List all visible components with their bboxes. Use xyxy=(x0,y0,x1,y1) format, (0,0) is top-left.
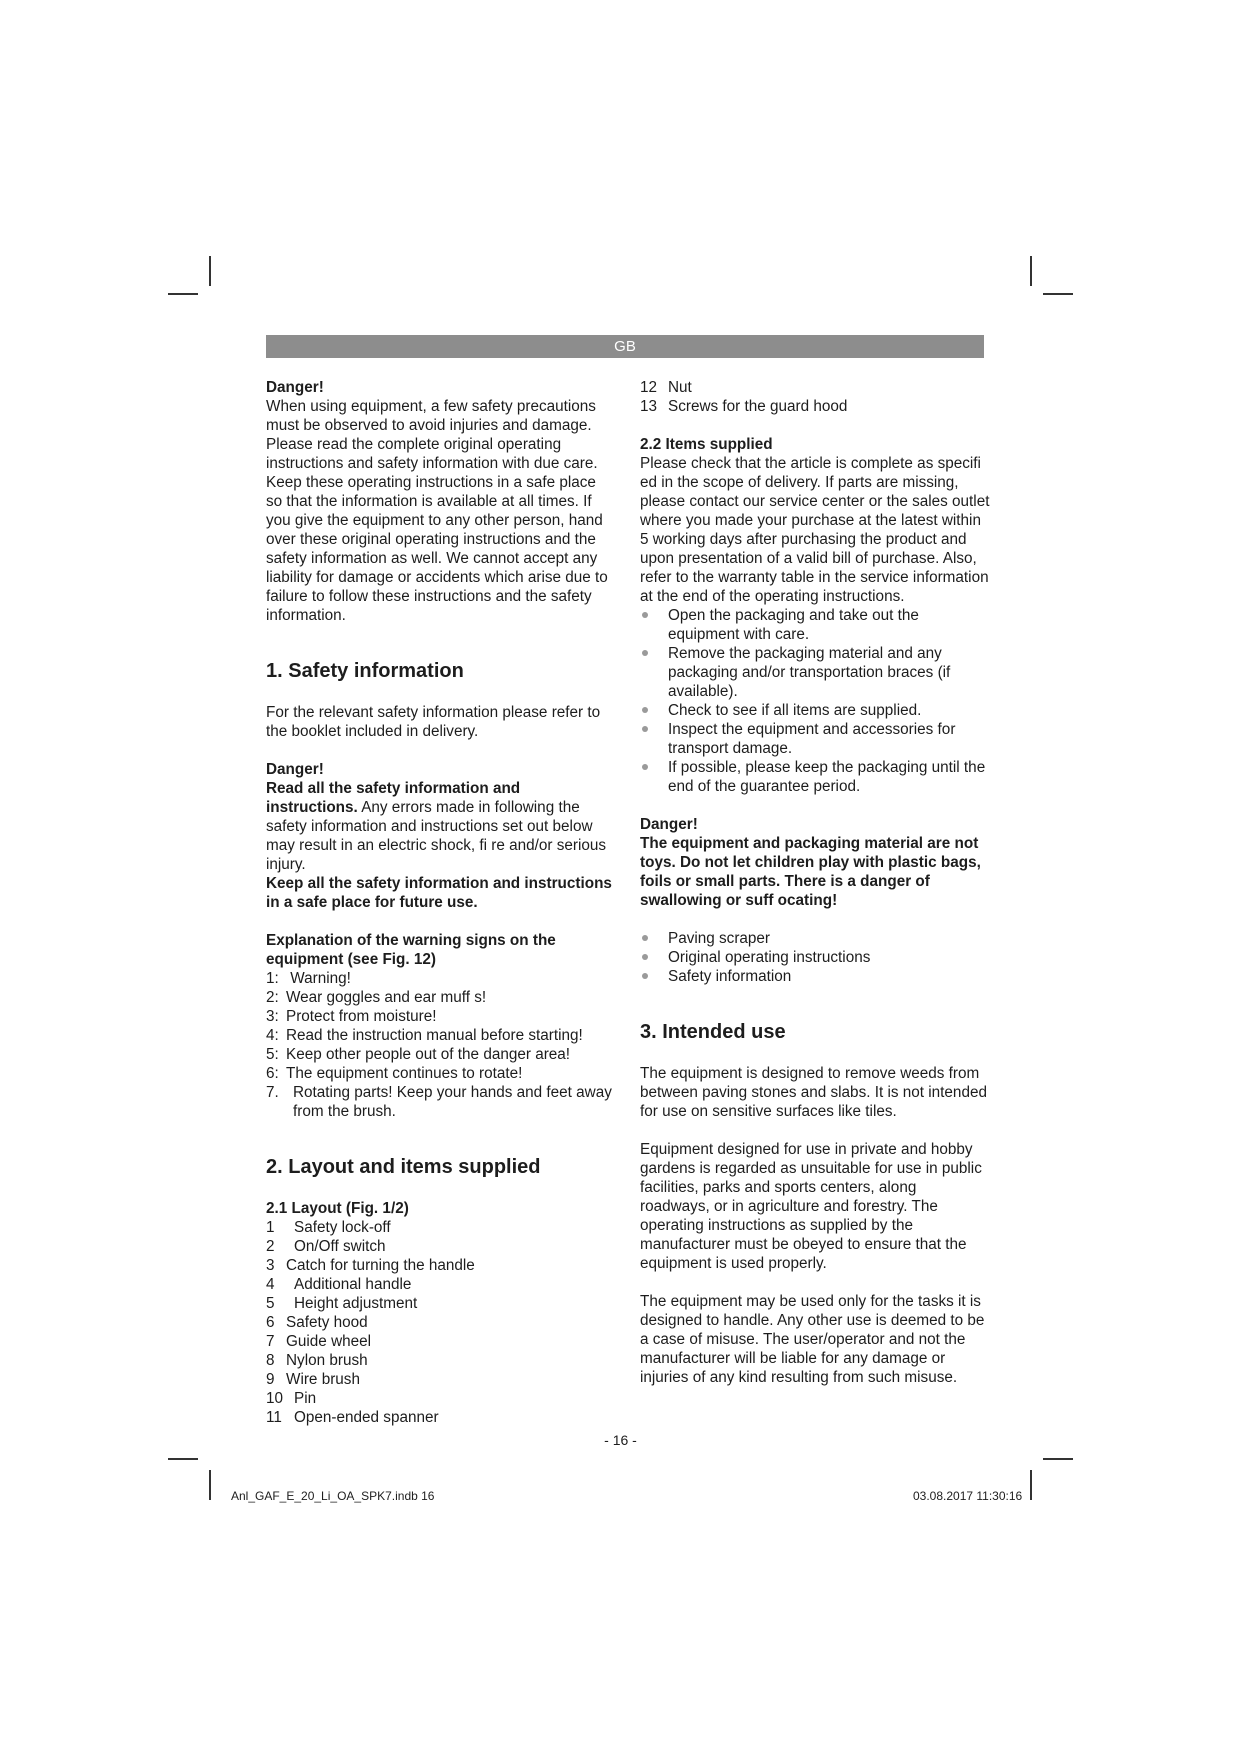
item-number: 2: xyxy=(266,989,279,1006)
item-text: Warning! xyxy=(290,970,351,987)
list-item xyxy=(266,1256,616,1275)
intended-use-paragraph: The equipment is designed to remove weeds from between paving stones and slabs. It is not intended for use on sensitive surfaces like tiles. xyxy=(640,1065,987,1120)
item-number: 4: xyxy=(266,1027,279,1044)
list-item xyxy=(266,969,616,988)
list-item: Remove the packaging material and any packaging and/or transportation braces (if available). xyxy=(640,644,990,701)
item-number: 3: xyxy=(266,1008,279,1025)
item-number: 12 xyxy=(640,379,658,396)
list-item xyxy=(266,1064,616,1083)
list-item xyxy=(266,1313,616,1332)
danger-bold-text: The equipment and packaging material are not toys. Do not let children play with plastic bags, foils or small parts. There is a danger of swallowing or suff ocating! xyxy=(640,835,981,909)
item-number: 10 xyxy=(266,1390,284,1407)
item-text: Read the instruction manual before starting! xyxy=(286,1027,583,1044)
item-text: Wear goggles and ear muff s! xyxy=(286,989,487,1006)
intended-use-paragraph: The equipment may be used only for the tasks it is designed to handle. Any other use is deemed to be a case of misuse. The user/operator and not the manufacturer will be liable for any damage or injuries of any kind resulting from such misuse. xyxy=(640,1293,985,1386)
list-item xyxy=(266,1408,616,1427)
section-heading-layout: 2. Layout and items supplied xyxy=(266,1156,541,1178)
crop-mark xyxy=(209,1470,211,1500)
list-item: Paving scraper xyxy=(640,929,990,948)
item-number: 11 xyxy=(266,1409,282,1426)
item-number: 3 xyxy=(266,1257,275,1274)
list-item: If possible, please keep the packaging until the end of the guarantee period. xyxy=(640,758,990,796)
item-number: 1: xyxy=(266,970,279,987)
crop-mark xyxy=(209,256,211,286)
danger-bold-text: Keep all the safety information and instructions in a safe place for future use. xyxy=(266,875,612,911)
list-item xyxy=(266,988,616,1007)
list-item: Open the packaging and take out the equipment with care. xyxy=(640,606,990,644)
list-item xyxy=(640,378,990,397)
danger-title: Danger! xyxy=(266,379,324,396)
item-number: 6: xyxy=(266,1065,279,1082)
item-text: Additional handle xyxy=(294,1276,412,1293)
item-number: 7. xyxy=(266,1084,279,1101)
crop-mark xyxy=(1043,293,1073,295)
item-text: Catch for turning the handle xyxy=(286,1257,475,1274)
crop-mark xyxy=(168,1458,198,1460)
item-text: Safety lock-off xyxy=(294,1219,391,1236)
supplied-items-list xyxy=(640,929,990,986)
item-text: Screws for the guard hood xyxy=(668,398,848,415)
item-text: Nylon brush xyxy=(286,1352,368,1369)
item-number: 5: xyxy=(266,1046,279,1063)
item-number: 9 xyxy=(266,1371,275,1388)
crop-mark xyxy=(1043,1458,1073,1460)
item-number: 6 xyxy=(266,1314,275,1331)
item-text: Rotating parts! Keep your hands and feet away from the brush. xyxy=(293,1084,612,1120)
item-number: 2 xyxy=(266,1238,275,1255)
list-item xyxy=(266,1351,616,1370)
list-item: Check to see if all items are supplied. xyxy=(640,701,990,720)
list-item xyxy=(266,1332,616,1351)
items-supplied-text: Please check that the article is complete as specifi ed in the scope of delivery. If parts are missing, please contact our service center or the sales outlet where you made your purchase at the latest within 5 working days after purchasing the product and upon presentation of a valid bill of purchase. Also, refer to the warranty table in the service information at the end of the operating instructions. xyxy=(640,455,990,605)
layout-list xyxy=(266,1218,616,1427)
section-heading-intended-use: 3. Intended use xyxy=(640,1021,786,1043)
danger-text: Any errors made in following the safety information and instructions set out below may result in an electric shock, fi re and/or serious injury. xyxy=(266,799,607,873)
item-text: Open-ended spanner xyxy=(294,1409,439,1426)
list-item xyxy=(266,1275,616,1294)
danger-text: When using equipment, a few safety precautions must be observed to avoid injuries and damage. Please read the complete original operating instructions and safety information with due care. Keep these operating instructions in a safe place so that the information is available at all times. If you give the equipment to any other person, hand over these original operating instructions and the safety information as well. We cannot accept any liability for damage or accidents which arise due to failure to follow these instructions and the safety information. xyxy=(266,398,608,624)
check-list xyxy=(640,606,990,796)
page-number: - 16 - xyxy=(604,1432,637,1448)
item-text: Protect from moisture! xyxy=(286,1008,437,1025)
list-item: Safety information xyxy=(640,967,990,986)
item-text: Height adjustment xyxy=(294,1295,418,1312)
item-number: 4 xyxy=(266,1276,275,1293)
list-item xyxy=(266,1389,616,1408)
item-text: Safety hood xyxy=(286,1314,368,1331)
list-item xyxy=(266,1045,616,1064)
subsection-heading-layout: 2.1 Layout (Fig. 1/2) xyxy=(266,1200,409,1217)
crop-mark xyxy=(1030,1470,1032,1500)
footer-timestamp: 03.08.2017 11:30:16 xyxy=(913,1489,1023,1503)
footer-filename: Anl_GAF_E_20_Li_OA_SPK7.indb 16 xyxy=(231,1489,435,1503)
warning-signs-title: Explanation of the warning signs on the equipment (see Fig. 12) xyxy=(266,932,556,968)
item-number: 8 xyxy=(266,1352,275,1369)
item-number: 5 xyxy=(266,1295,275,1312)
left-column xyxy=(266,378,616,1427)
layout-list-continued xyxy=(640,378,990,416)
list-item xyxy=(640,397,990,416)
list-item xyxy=(266,1007,616,1026)
list-item xyxy=(266,1026,616,1045)
item-number: 1 xyxy=(266,1219,275,1236)
list-item xyxy=(266,1370,616,1389)
intended-use-paragraph: Equipment designed for use in private and hobby gardens is regarded as unsuitable for use in public facilities, parks and sports centers, along roadways, or in agriculture and forestry. The operating instructions as supplied by the manufacturer must be obeyed to ensure that the equipment is used properly. xyxy=(640,1141,982,1272)
danger-paragraph xyxy=(266,779,616,874)
item-text: Keep other people out of the danger area! xyxy=(286,1046,571,1063)
list-item xyxy=(266,1294,616,1313)
list-item xyxy=(266,1083,616,1121)
list-item xyxy=(266,1237,616,1256)
danger-title: Danger! xyxy=(640,816,698,833)
item-text: Wire brush xyxy=(286,1371,360,1388)
danger-bold-text: Read all the safety information and instructions. xyxy=(266,780,521,816)
subsection-heading-items-supplied: 2.2 Items supplied xyxy=(640,436,773,453)
item-text: Nut xyxy=(668,379,692,396)
danger-title: Danger! xyxy=(266,761,324,778)
right-column xyxy=(640,378,990,1387)
language-header-bar xyxy=(266,335,984,358)
list-item xyxy=(266,1218,616,1237)
item-text: On/Off switch xyxy=(294,1238,386,1255)
language-label: GB xyxy=(614,338,636,355)
crop-mark xyxy=(1030,256,1032,286)
item-number: 7 xyxy=(266,1333,275,1350)
item-text: Guide wheel xyxy=(286,1333,372,1350)
section-heading-safety: 1. Safety information xyxy=(266,660,464,682)
item-text: Pin xyxy=(294,1390,317,1407)
item-number: 13 xyxy=(640,398,658,415)
warning-signs-list xyxy=(266,969,616,1121)
list-item: Original operating instructions xyxy=(640,948,990,967)
list-item: Inspect the equipment and accessories for transport damage. xyxy=(640,720,990,758)
crop-mark xyxy=(168,293,198,295)
safety-text: For the relevant safety information please refer to the booklet included in delivery. xyxy=(266,704,601,740)
item-text: The equipment continues to rotate! xyxy=(286,1065,523,1082)
